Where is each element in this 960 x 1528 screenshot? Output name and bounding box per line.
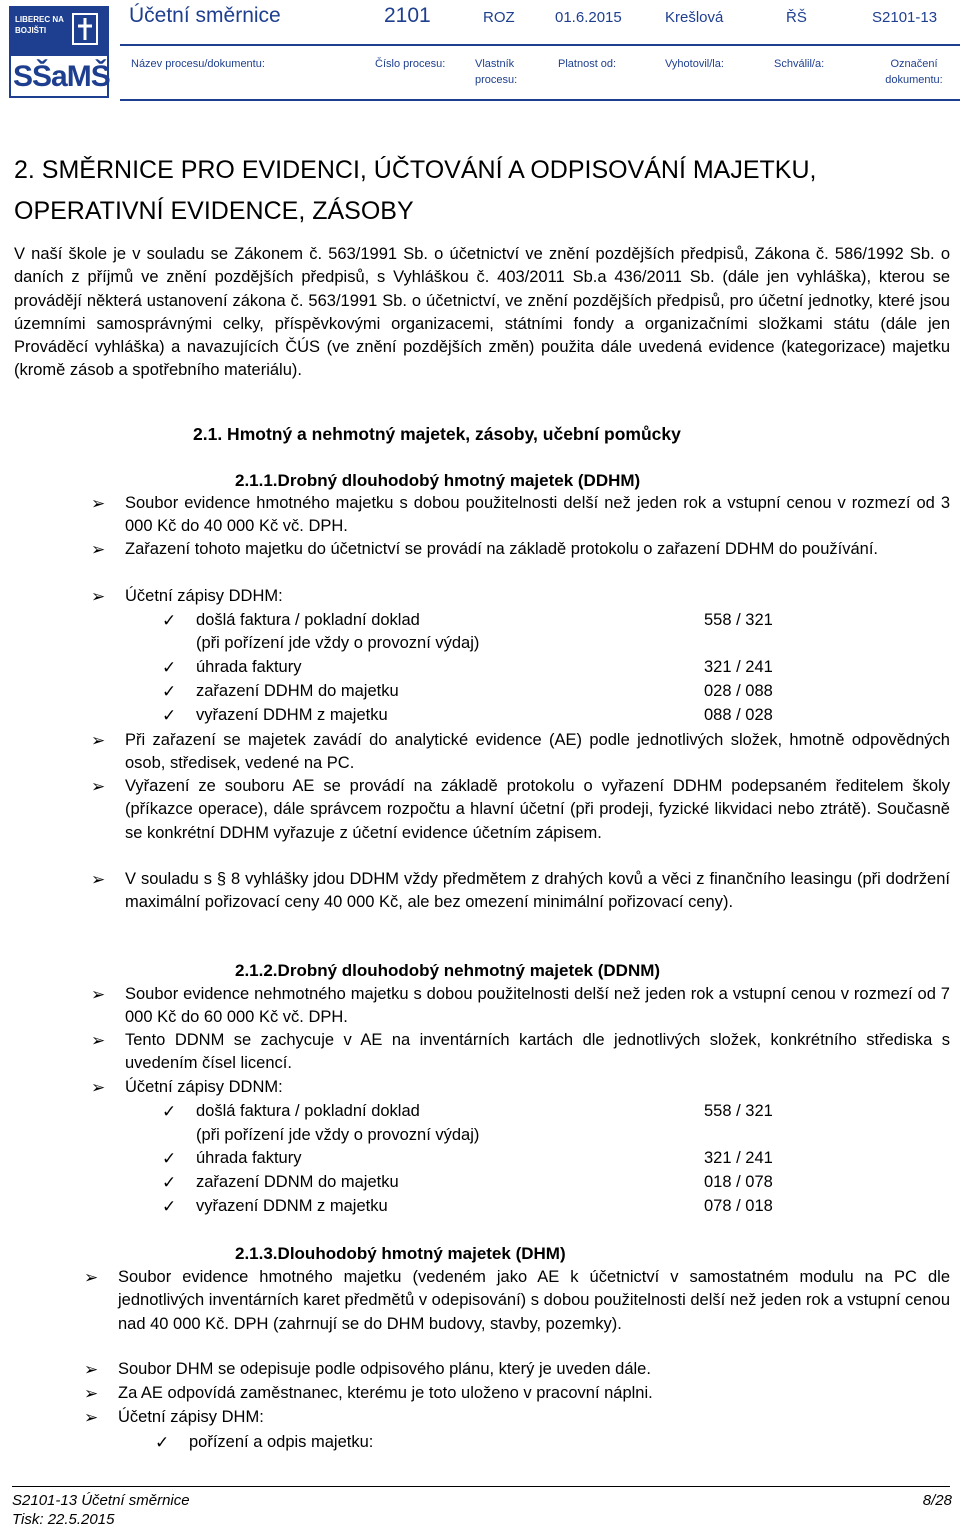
arrowhead-bullet-icon: ➢ (91, 985, 106, 1004)
entry-account: 321 / 241 (704, 658, 773, 676)
list-item: ➢ Účetní zápisy DDHM: (91, 587, 283, 606)
label-owner: Vlastník procesu: (475, 58, 518, 86)
list-item: ➢ Soubor DHM se odepisuje podle odpisového plánu, který je uveden dále. (84, 1360, 651, 1379)
entry-account: 028 / 088 (704, 682, 773, 700)
entry-row: ✓ vyřazení DDHM z majetku (196, 704, 388, 727)
logo-emblem-icon (69, 12, 101, 46)
header-owner: ROZ (483, 9, 515, 26)
arrowhead-bullet-icon: ➢ (84, 1268, 99, 1287)
entry-note: (při pořízení jde vždy o provozní výdaj) (196, 1126, 480, 1144)
header-process-no: 2101 (384, 4, 431, 27)
heading-2-1-1: 2.1.1.Drobný dlouhodobý hmotný majetek (DDHM) (235, 471, 641, 490)
checkmark-icon: ✓ (162, 1149, 177, 1168)
entry-account: 088 / 028 (704, 706, 773, 724)
header-valid-from: 01.6.2015 (555, 9, 622, 26)
arrowhead-bullet-icon: ➢ (91, 1078, 106, 1097)
header-doc-type: Účetní směrnice (129, 4, 281, 27)
label-valid-from: Platnost od: (558, 58, 617, 70)
list-item: ➢ Soubor evidence nehmotného majetku s dobou použitelnosti delší než jeden rok a vstupní cenou v rozmezí od 7 000 Kč do 60 000 Kč vč. DPH. (91, 985, 950, 1027)
list-item: ➢ Účetní zápisy DDNM: (91, 1078, 283, 1097)
section-title: 2. SMĚRNICE PRO EVIDENCI, ÚČTOVÁNÍ A ODPISOVÁNÍ MAJETKU, OPERATIVNÍ EVIDENCE, ZÁSOBY (14, 156, 817, 225)
checkmark-icon: ✓ (162, 611, 177, 630)
arrowhead-bullet-icon: ➢ (84, 1384, 99, 1403)
footer-doc-name: S2101-13 Účetní směrnice (12, 1492, 190, 1509)
header-bottom-divider (120, 99, 960, 101)
entry-account: 321 / 241 (704, 1149, 773, 1167)
entry-row: ✓ úhrada faktury (196, 656, 301, 679)
list-item: ➢ Tento DDNM se zachycuje v AE na inventárních kartách dle jednotlivých složek, konkrétního střediska s uvedením čísel licencí. (91, 1031, 950, 1073)
header-prepared-by: Krešlová (665, 9, 724, 26)
list-item: ➢ Vyřazení ze souboru AE se provádí na základě protokolu o vyřazení DDHM podepsaném ředitelem školy (příkazce operace), dále správcem rozpočtu a hlavní účetní (při prodeji, fyzické likvidaci nebo ztrátě). Současně se konkrétní DDHM vyřazuje z účetní evidence účetním zápisem. (91, 777, 950, 842)
label-approved-by: Schválil/a: (774, 58, 825, 70)
entry-row: ✓ úhrada faktury (196, 1147, 301, 1170)
arrowhead-bullet-icon: ➢ (84, 1408, 99, 1427)
entry-account: 558 / 321 (704, 611, 773, 629)
heading-2-1-2: 2.1.2.Drobný dlouhodobý nehmotný majetek (DDNM) (235, 961, 661, 980)
checkmark-icon: ✓ (155, 1433, 170, 1452)
arrowhead-bullet-icon: ➢ (91, 494, 106, 513)
footer-divider (12, 1486, 950, 1487)
entry-row: ✓ zařazení DDNM do majetku (196, 1171, 399, 1194)
entry-note: (při pořízení jde vždy o provozní výdaj) (196, 634, 480, 652)
entry-row: ✓ došlá faktura / pokladní doklad (196, 1100, 420, 1123)
entry-row: ✓ došlá faktura / pokladní doklad (196, 609, 420, 632)
checkmark-icon: ✓ (162, 1173, 177, 1192)
checkmark-icon: ✓ (162, 682, 177, 701)
arrowhead-bullet-icon: ➢ (91, 1031, 106, 1050)
arrowhead-bullet-icon: ➢ (84, 1360, 99, 1379)
list-item: ➢ Účetní zápisy DHM: (84, 1408, 264, 1427)
label-process-name: Název procesu/dokumentu: (131, 58, 265, 70)
checkmark-icon: ✓ (162, 658, 177, 677)
entry-account: 078 / 018 (704, 1197, 773, 1215)
entry-account: 558 / 321 (704, 1102, 773, 1120)
list-item: ➢ Při zařazení se majetek zavádí do analytické evidence (AE) podle jednotlivých složek, hmotně odpovědných osob, středisek, vedené na PC. (91, 731, 950, 773)
list-item: ➢ Zařazení tohoto majetku do účetnictví se provádí na základě protokolu o zařazení DDHM do používání. (91, 540, 878, 559)
footer-page-number: 8/28 (922, 1492, 952, 1509)
header-approved-by: ŘŠ (786, 9, 807, 26)
footer-print-date: Tisk: 22.5.2015 (12, 1511, 115, 1528)
arrowhead-bullet-icon: ➢ (91, 731, 106, 750)
label-doc-code: Označení dokumentu: (885, 58, 943, 86)
header-doc-code: S2101-13 (872, 9, 938, 26)
subsection-heading-2-1: 2.1. Hmotný a nehmotný majetek, zásoby, učební pomůcky (193, 424, 681, 444)
document-header (0, 0, 960, 104)
entry-row: ✓ pořízení a odpis majetku: (189, 1431, 373, 1454)
label-process-no: Číslo procesu: (375, 58, 446, 70)
arrowhead-bullet-icon: ➢ (91, 870, 106, 889)
list-item: ➢ Soubor evidence hmotného majetku (vedeném jako AE k účetnictví v samostatném modulu na PC dle jednotlivých inventárních karet předmětů v odepisování) s dobou použitelnosti delší než jeden rok a vstupní cenou nad 40 000 Kč. DPH (zahrnují se do DHM budovy, stavby, pozemky). (84, 1268, 950, 1333)
logo-wordmark: SŠaMŠ (13, 60, 110, 93)
entry-row: ✓ vyřazení DDNM z majetku (196, 1195, 388, 1218)
arrowhead-bullet-icon: ➢ (91, 587, 106, 606)
label-prepared-by: Vyhotovil/la: (665, 58, 724, 70)
heading-2-1-3: 2.1.3.Dlouhodobý hmotný majetek (DHM) (235, 1244, 566, 1263)
checkmark-icon: ✓ (162, 1102, 177, 1121)
list-item: ➢ Za AE odpovídá zaměstnanec, kterému je toto uloženo v pracovní náplni. (84, 1384, 653, 1403)
entry-row: ✓ zařazení DDHM do majetku (196, 680, 399, 703)
school-logo (9, 6, 109, 98)
intro-paragraph: V naší škole je v souladu se Zákonem č. 563/1991 Sb. o účetnictví ve znění pozdějších předpisů, Zákona č. 586/1992 Sb. o daních z příjmů ve znění pozdějších předpisů, s Vyhláškou č. 403/2011 Sb.a 436/2011 Sb. (dále jen vyhláška), kterou se provádějí některá ustanovení zákona č. 563/1991 Sb. o účetnictví, ve znění pozdějších předpisů, pro účetní jednotky, které jsou územními samosprávnými celky, příspěvkovými organizacemi, státními fondy a organizačními složkami státu (dále jen Prováděcí vyhláška) a navazujících ČÚS (ve znění pozdějších změn) použita dále uvedená evidence (kategorizace) majetku (kromě zásob a spotřebního materiálu). (14, 245, 950, 380)
list-item: ➢ V souladu s § 8 vyhlášky jdou DDHM vždy předmětem z drahých kovů a věci z finančního leasingu (při dodržení maximální pořizovací ceny 40 000 Kč, ale bez omezení minimální pořizovací ceny). (91, 870, 950, 912)
checkmark-icon: ✓ (162, 1197, 177, 1216)
arrowhead-bullet-icon: ➢ (91, 540, 106, 559)
list-item: ➢ Soubor evidence hmotného majetku s dobou použitelnosti delší než jeden rok a vstupní cenou v rozmezí od 3 000 Kč do 40 000 Kč vč. DPH. (91, 494, 950, 536)
arrowhead-bullet-icon: ➢ (91, 777, 106, 796)
checkmark-icon: ✓ (162, 706, 177, 725)
logo-caption: LIBEREC NA BOJIŠTI (15, 15, 64, 35)
entry-account: 018 / 078 (704, 1173, 773, 1191)
header-divider (120, 44, 960, 46)
